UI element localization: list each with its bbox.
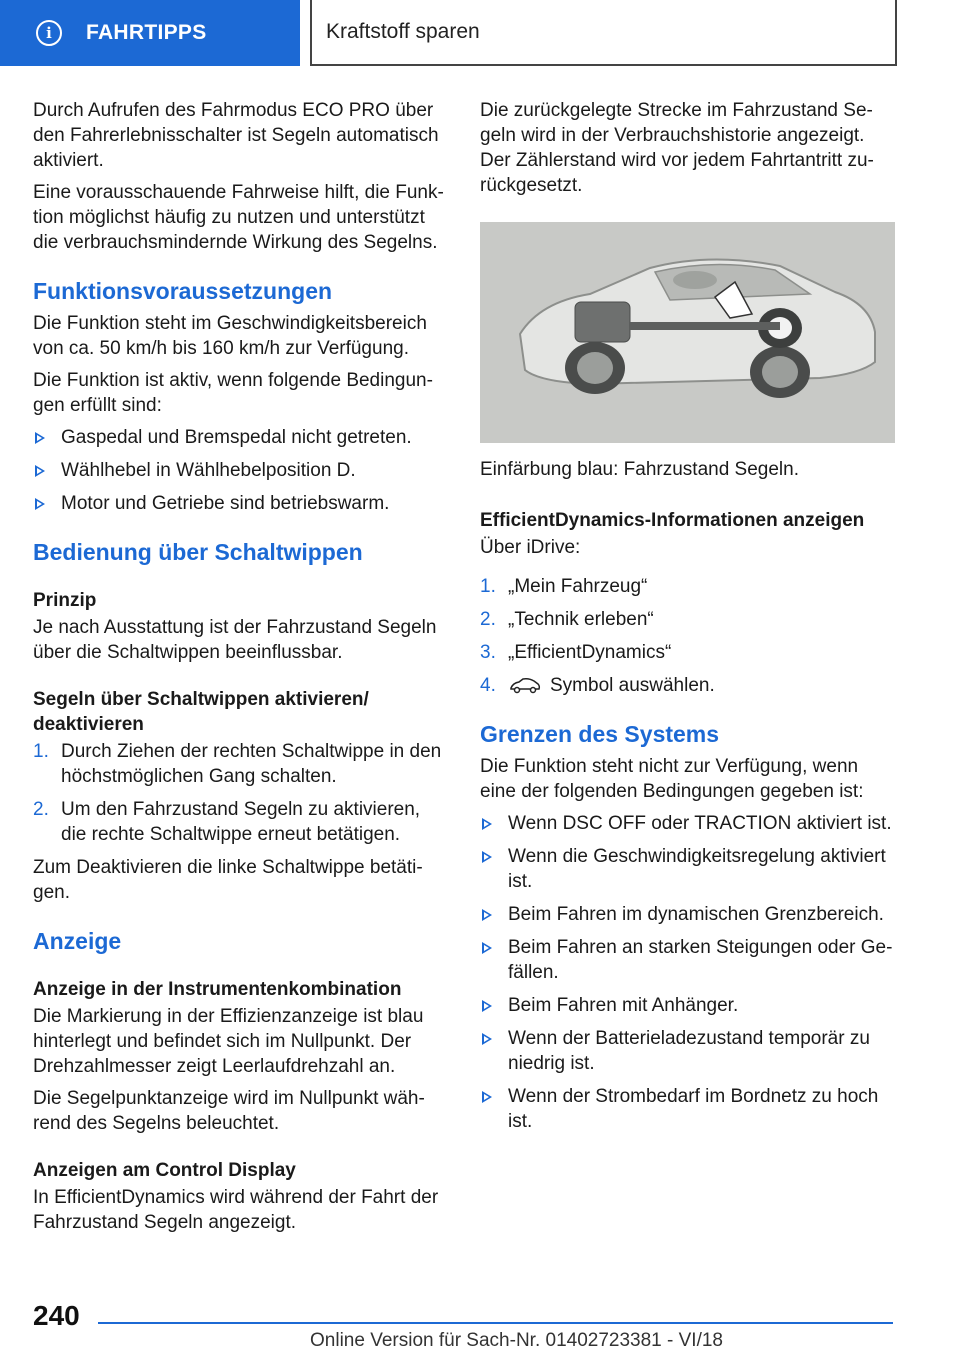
idrive-steps <box>480 574 896 698</box>
instrument-paragraph-2: Die Segelpunktanzeige wird im Nullpunkt während des Segelns beleuchtet. <box>33 1088 425 1134</box>
car-icon <box>508 677 542 695</box>
heading-bedienung: Bedienung über Schaltwippen <box>33 539 363 565</box>
list-item-text: Wenn der Batterieladezustand temporär zu niedrig ist. <box>508 1028 870 1074</box>
step-number: 1. <box>480 576 496 597</box>
step-text: Durch Ziehen der rechten Schaltwippe in den höchstmöglichen Gang schalten. <box>61 741 442 787</box>
heading-funktionsvoraussetzungen: Funktionsvoraussetzungen <box>33 278 333 304</box>
step-number: 1. <box>33 741 49 762</box>
list-item <box>33 491 449 516</box>
right-column <box>480 98 896 1142</box>
triangle-bullet-icon <box>35 498 45 510</box>
footer-divider <box>98 1322 893 1324</box>
instrument-paragraph-1: Die Markierung in der Effizienzanzeige ist blau hinterlegt und befindet sich im Nullpunkt. Der Drehzahlmesser zeigt Leerlaufdrehzahl an. <box>33 1006 424 1077</box>
idrive-paragraph: Über iDrive: <box>480 537 581 558</box>
heading-anzeige: Anzeige <box>33 928 122 954</box>
deaktivieren-paragraph: Zum Deaktivieren die linke Schaltwippe betätigen. <box>33 857 423 903</box>
online-version-note: Online Version für Sach-Nr. 01402723381 - VI/18 <box>310 1330 723 1351</box>
list-item-text: Beim Fahren an starken Steigungen oder Gefällen. <box>508 937 893 983</box>
step-text: „EfficientDynamics“ <box>508 642 672 663</box>
triangle-bullet-icon <box>482 1033 492 1045</box>
list-item <box>33 739 449 789</box>
funktion-paragraph-2: Die Funktion ist aktiv, wenn folgende Bedingungen erfüllt sind: <box>33 370 433 416</box>
list-item <box>33 458 449 483</box>
control-paragraph: In EfficientDynamics wird während der Fahrt der Fahrzustand Segeln angezeigt. <box>33 1187 439 1233</box>
list-item-text: Wählhebel in Wählhebelposition D. <box>61 460 356 481</box>
list-item-text: Gaspedal und Bremspedal nicht getreten. <box>61 427 412 448</box>
grenzen-list <box>480 811 896 1134</box>
triangle-bullet-icon <box>482 942 492 954</box>
list-item <box>480 993 896 1018</box>
list-item <box>480 1084 896 1134</box>
prinzip-paragraph: Je nach Ausstattung ist der Fahrzustand Segeln über die Schaltwippen beeinflussbar. <box>33 617 437 663</box>
list-item <box>480 1026 896 1076</box>
car-drivetrain-image <box>480 222 895 443</box>
funktion-paragraph-1: Die Funktion steht im Geschwindigkeitsbereich von ca. 50 km/h bis 160 km/h zur Verfügung. <box>33 313 427 359</box>
step-number: 2. <box>33 799 49 820</box>
left-column <box>33 98 449 1242</box>
section-title-box <box>310 0 897 66</box>
list-item <box>33 797 449 847</box>
list-item <box>480 811 896 836</box>
step-number: 2. <box>480 609 496 630</box>
triangle-bullet-icon <box>482 1091 492 1103</box>
list-item <box>33 425 449 450</box>
triangle-bullet-icon <box>482 818 492 830</box>
triangle-bullet-icon <box>35 465 45 477</box>
segeln-steps <box>33 739 449 847</box>
list-item <box>480 607 896 632</box>
triangle-bullet-icon <box>482 909 492 921</box>
section-title: Kraftstoff sparen <box>326 20 480 43</box>
step-text: „Mein Fahrzeug“ <box>508 576 648 597</box>
list-item-text: Motor und Getriebe sind betriebswarm. <box>61 493 390 514</box>
step-number: 3. <box>480 642 496 663</box>
intro-paragraph-1: Durch Aufrufen des Fahrmodus ECO PRO über den Fahrerlebnisschalter ist Segeln automatisch aktiviert. <box>33 100 439 171</box>
list-item <box>480 902 896 927</box>
list-item-text: Beim Fahren im dynamischen Grenzbereich. <box>508 904 884 925</box>
list-item-text: Wenn die Geschwindigkeitsregelung aktiviert ist. <box>508 846 886 892</box>
heading-prinzip: Prinzip <box>33 590 97 611</box>
page-header <box>0 0 960 66</box>
info-icon: i <box>36 20 62 46</box>
funktion-list <box>33 425 449 516</box>
step-text: Symbol auswählen. <box>550 675 715 696</box>
heading-grenzen: Grenzen des Systems <box>480 721 720 747</box>
intro-paragraph-2: Eine vorausschauende Fahrweise hilft, die Funktion möglichst häufig zu nutzen und unterstützt die verbrauchsmindernde Wirkung des Segelns. <box>33 182 444 253</box>
heading-instrumentenkombination: Anzeige in der Instrumentenkombination <box>33 979 402 1000</box>
list-item <box>480 574 896 599</box>
step-text: Um den Fahrzustand Segeln zu aktivieren, die rechte Schaltwippe erneut betätigen. <box>61 799 421 845</box>
chapter-label: FAHRTIPPS <box>86 21 207 44</box>
strecke-paragraph: Die zurückgelegte Strecke im Fahrzustand Segeln wird in der Verbrauchshistorie angezeigt. Der Zählerstand wird vor jedem Fahrtantritt zurückgesetzt. <box>480 100 874 196</box>
page-number: 240 <box>33 1300 80 1331</box>
car-illustration <box>480 222 895 443</box>
list-item <box>480 673 896 698</box>
triangle-bullet-icon <box>35 432 45 444</box>
triangle-bullet-icon <box>482 1000 492 1012</box>
triangle-bullet-icon <box>482 851 492 863</box>
heading-efficientdynamics: EfficientDynamics-Informationen anzeigen <box>480 510 865 531</box>
image-caption: Einfärbung blau: Fahrzustand Segeln. <box>480 459 799 480</box>
heading-segeln-schaltwippen: Segeln über Schaltwippen aktivieren/ deaktivieren <box>33 689 369 735</box>
step-text: „Technik erleben“ <box>508 609 654 630</box>
list-item-text: Wenn der Strombedarf im Bordnetz zu hoch ist. <box>508 1086 879 1132</box>
list-item-text: Beim Fahren mit Anhänger. <box>508 995 739 1016</box>
list-item <box>480 640 896 665</box>
heading-control-display: Anzeigen am Control Display <box>33 1160 296 1181</box>
list-item <box>480 935 896 985</box>
list-item <box>480 844 896 894</box>
list-item-text: Wenn DSC OFF oder TRACTION aktiviert ist. <box>508 813 892 834</box>
step-number: 4. <box>480 675 496 696</box>
chapter-tab[interactable] <box>0 0 300 66</box>
grenzen-paragraph: Die Funktion steht nicht zur Verfügung, wenn eine der folgenden Bedingungen gegeben ist: <box>480 756 864 802</box>
